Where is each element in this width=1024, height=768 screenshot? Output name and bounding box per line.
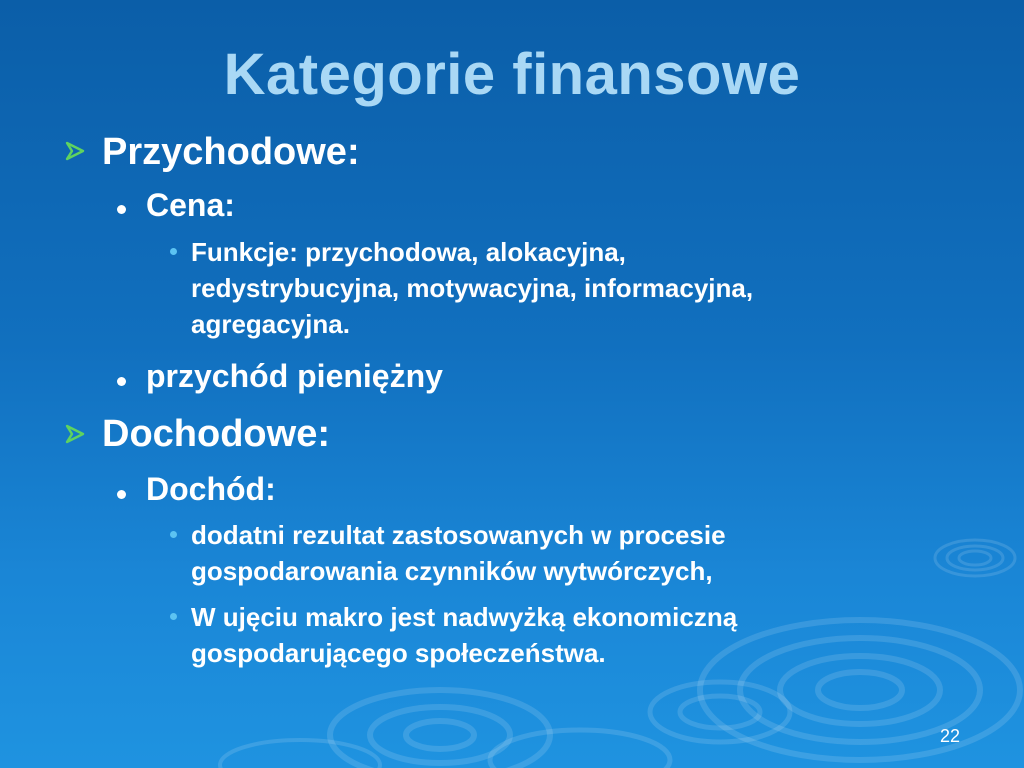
list-item-makro-line-2: gospodarującego społeczeństwa. (191, 638, 606, 668)
arrow-bullet-icon (64, 423, 86, 445)
slide-title: Kategorie finansowe (223, 42, 801, 107)
small-bullet-icon (170, 531, 177, 538)
list-item-cena: Cena: (146, 187, 235, 223)
small-bullet-icon (170, 613, 177, 620)
dot-bullet-icon (117, 490, 126, 499)
list-item-funkcje-line-1: Funkcje: przychodowa, alokacyjna, (191, 237, 626, 267)
list-item-dochodowe: Dochodowe: (102, 413, 330, 455)
list-item-dodatni-line-2: gospodarowania czynników wytwórczych, (191, 556, 713, 586)
arrow-bullet-icon (64, 140, 86, 162)
dot-bullet-icon (117, 377, 126, 386)
page-number: 22 (939, 726, 961, 746)
list-item-przychod-pieniezny: przychód pieniężny (146, 358, 443, 394)
list-item-makro-line-1: W ujęciu makro jest nadwyżką ekonomiczną (191, 602, 738, 632)
dot-bullet-icon (117, 205, 126, 214)
list-item-dodatni-line-1: dodatni rezultat zastosowanych w procesie (191, 520, 726, 550)
list-item-funkcje-line-3: agregacyjna. (191, 309, 350, 339)
list-item-funkcje-line-2: redystrybucyjna, motywacyjna, informacyjna, (191, 273, 754, 303)
list-item-przychodowe: Przychodowe: (102, 131, 360, 173)
list-item-dochod: Dochód: (146, 471, 276, 507)
small-bullet-icon (170, 248, 177, 255)
